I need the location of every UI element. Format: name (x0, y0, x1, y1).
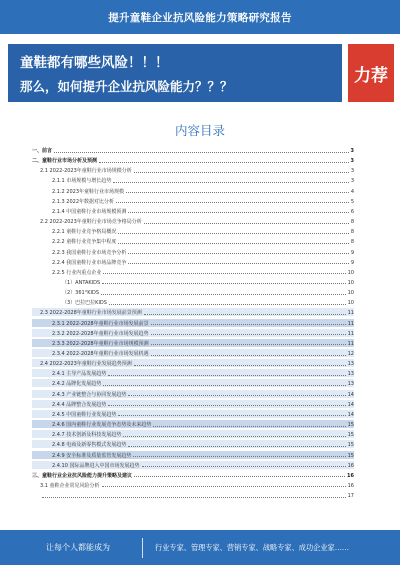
toc-entry[interactable] (32, 329, 354, 337)
toc-entry-title: 三、童鞋行业企业抗风险能力提升策略及建议 (32, 472, 133, 479)
toc-entry-page: 11 (347, 320, 354, 327)
toc-leader-dots (101, 293, 346, 295)
toc-entry-title: 2.2 2022-2023年童鞋行业市场竞争格局分析 (40, 219, 142, 226)
toc-leader-dots (54, 151, 349, 153)
toc-entry[interactable] (32, 237, 354, 245)
toc-leader-dots (113, 181, 348, 183)
toc-entry[interactable] (32, 187, 354, 195)
toc-leader-dots (134, 364, 346, 366)
toc-leader-dots (153, 425, 345, 427)
toc-entry[interactable] (32, 379, 354, 387)
toc-entry-page: 16 (347, 472, 354, 479)
toc-entry-title: 2.2.4 我国童鞋行业市场品牌竞争 (52, 259, 127, 266)
toc-entry[interactable] (32, 217, 354, 225)
toc-leader-dots (151, 343, 346, 345)
toc-entry-page: 13 (347, 361, 354, 368)
toc-entry-page: 9 (350, 249, 354, 256)
toc-entry-title: 2.4 2022-2023年童鞋行业发展趋势预测 (40, 361, 132, 368)
toc-entry-page: 12 (347, 351, 354, 357)
toc-entry-page: 15 (347, 452, 354, 459)
toc-leader-dots (108, 404, 345, 406)
toc-entry-title: 2.4.2 品牌化发展趋势 (52, 381, 102, 388)
toc-leader-dots (118, 242, 348, 244)
banner-subheadline: 那么，如何提升企业抗风险能力？？？ (20, 79, 233, 94)
toc-leader-dots (128, 262, 348, 264)
toc-leader-dots (123, 435, 345, 437)
toc-entry[interactable] (32, 288, 354, 296)
toc-entry[interactable] (32, 461, 354, 469)
toc-leader-dots (128, 445, 345, 447)
toc-entry-page: 3 (350, 168, 354, 175)
toc-entry-page: 3 (350, 178, 354, 185)
toc-entry[interactable] (32, 491, 354, 499)
toc-entry-title: 2.2.2 童鞋行业竞争集中程度 (52, 239, 117, 246)
toc-entry[interactable] (32, 369, 354, 377)
toc-entry-page: 15 (347, 422, 354, 429)
toc-entry-title: 2.4.10 国际品牌进入中国市场发展趋势 (52, 462, 140, 469)
toc-entry[interactable] (32, 400, 354, 408)
toc-entry[interactable] (32, 319, 354, 327)
toc-leader-dots (103, 384, 345, 386)
toc-leader-dots (108, 374, 345, 376)
banner (8, 44, 342, 102)
toc-entry-page: 3 (350, 158, 354, 165)
footer-tagline: 行业专家、管理专家、营销专家、战略专家、成功企业家…… (155, 542, 350, 552)
toc-entry-title: 2.4.5 中国童鞋行业发展趋势 (52, 411, 117, 418)
toc-entry[interactable] (32, 197, 354, 205)
toc-entry-page: 15 (347, 442, 354, 449)
toc-entry-title: （3）巴拉巴拉KIDS (62, 300, 107, 307)
toc-entry-page: 14 (347, 411, 354, 418)
toc-entry[interactable] (32, 481, 354, 489)
toc-entry-page: 10 (347, 290, 354, 297)
toc-entry-page: 8 (350, 219, 354, 226)
toc-leader-dots (103, 272, 345, 274)
report-title: 提升童鞋企业抗风险能力策略研究报告 (108, 11, 292, 24)
toc-entry-title: 2.1 2022-2023年童鞋行业市场规模分析 (40, 168, 132, 175)
toc-leader-dots (126, 191, 349, 193)
toc-leader-dots (42, 496, 346, 498)
toc-heading: 内容目录 (174, 123, 225, 138)
toc-entry-title: 2.1.3 2022年数据对比分析 (52, 198, 115, 205)
recommend-badge (348, 44, 394, 102)
toc-entry[interactable] (32, 248, 354, 256)
toc-entry-title: 2.2.3 我国童鞋行业市场竞争分析 (52, 249, 127, 256)
toc-entry[interactable] (32, 420, 354, 428)
recommend-badge-text: 力荐 (354, 65, 388, 86)
toc-leader-dots (134, 171, 349, 173)
toc-entry-title: 一、前言 (32, 148, 53, 154)
toc-leader-dots (128, 211, 348, 213)
toc-entry[interactable] (32, 349, 354, 357)
toc-entry-page: 13 (347, 381, 354, 388)
toc-entry-page: 16 (347, 462, 354, 469)
toc-entry[interactable] (32, 258, 354, 266)
toc-leader-dots (128, 252, 348, 254)
toc-entry-title: 2.1.4 中国童鞋行业市场规模预测 (52, 208, 127, 215)
toc-entry[interactable] (32, 166, 354, 174)
toc-entry-title: 2.4.4 品牌整合发展趋势 (52, 401, 107, 408)
toc-entry[interactable] (32, 207, 354, 215)
toc-entry-title: （2）361°KIDS (62, 290, 100, 297)
toc-entry-page: 3 (350, 148, 354, 154)
toc-entry[interactable] (32, 390, 354, 398)
toc-entry-title: 二、童鞋行业市场分析及预测 (32, 158, 98, 165)
banner-headline: 童鞋都有哪些风险！！！ (20, 55, 169, 71)
toc-leader-dots (128, 394, 345, 396)
toc-entry-page: 16 (347, 482, 354, 489)
toc-entry[interactable] (32, 227, 354, 235)
toc-entry-title: 2.3 2022-2028年童鞋行业市场发展前景预测 (40, 310, 142, 317)
toc-entry-title: 2.4.8 电商及新零售模式发展趋势 (52, 442, 127, 449)
toc-entry-title: 2.3.4 2022-2028年童鞋行业市场发展机遇 (52, 351, 149, 357)
footer-slogan: 让每个人都能成为 (46, 543, 110, 552)
toc-entry[interactable] (32, 146, 354, 154)
toc-entry-page: 13 (347, 371, 354, 378)
toc-entry-page: 11 (347, 310, 354, 317)
toc-leader-dots (118, 232, 348, 234)
toc-entry-page: 14 (347, 391, 354, 398)
toc-entry[interactable] (32, 176, 354, 184)
footer-bar (0, 530, 400, 565)
toc-entry-page: 8 (350, 229, 354, 236)
toc-entry-title: 2.4.6 国内童鞋行业发展竞争态势及未来趋势 (52, 422, 152, 429)
toc-entry-title: 2.4.1 主导产品发展趋势 (52, 371, 107, 378)
toc-entry-page: 15 (347, 432, 354, 439)
toc-entry-title: 2.4.7 技术创新及科技发展趋势 (52, 432, 122, 439)
toc-entry[interactable] (32, 278, 354, 286)
toc-entry-title: 2.1.2 2023年童鞋行业市场规模 (52, 188, 125, 195)
toc-entry-page: 5 (350, 198, 354, 205)
header-bar (0, 0, 400, 34)
toc-entry-title: 2.4.3 产业链整合与协同发展趋势 (52, 391, 127, 398)
toc-entry-title: （1）ANTAKIDS (62, 279, 101, 286)
toc-entry-title: 2.2.5 行业内重点企业 (52, 269, 102, 276)
toc-entry[interactable] (32, 359, 354, 367)
toc-entry-page: 14 (347, 401, 354, 408)
toc-entry[interactable] (32, 440, 354, 448)
toc-leader-dots (151, 354, 346, 356)
toc-entry-title: 2.3.2 2022-2028年童鞋行业市场发展趋势 (52, 330, 149, 337)
toc-leader-dots (151, 333, 346, 335)
toc-entry-page: 6 (350, 208, 354, 215)
toc-leader-dots (102, 282, 345, 284)
toc-entry[interactable] (32, 308, 354, 316)
toc-entry-title: 2.1.1 市场规模与增长趋势 (52, 178, 112, 185)
toc-leader-dots (102, 485, 346, 487)
toc-entry[interactable] (32, 430, 354, 438)
toc-entry-title: 2.4.9 安全标准及质量监管发展趋势 (52, 452, 132, 459)
toc-entry-title: 3.1 童鞋企业常见风险分析 (40, 482, 100, 489)
toc-entry-page: 9 (350, 259, 354, 266)
toc-leader-dots (133, 455, 345, 457)
toc-entry-page: 11 (347, 330, 354, 337)
toc-entry[interactable] (32, 298, 354, 306)
toc-leader-dots (134, 475, 345, 477)
footer-divider (142, 538, 143, 558)
toc-entry-title: 2.3.1 2022-2028年童鞋行业市场发展前景 (52, 320, 149, 327)
toc-leader-dots (99, 161, 349, 163)
toc-entry[interactable] (32, 451, 354, 459)
toc-entry[interactable] (32, 339, 354, 347)
toc-entry[interactable] (32, 471, 354, 479)
toc-leader-dots (116, 201, 349, 203)
toc-entry-page: 10 (347, 279, 354, 286)
toc-entry[interactable] (32, 156, 354, 164)
toc-entry-title: 2.3.3 2022-2028年童鞋行业市场规模预测 (52, 340, 149, 347)
toc-entry-page: 17 (347, 493, 354, 500)
toc-entry-page: 10 (347, 300, 354, 307)
toc-entry[interactable] (32, 410, 354, 418)
toc-entry[interactable] (32, 268, 354, 276)
toc-leader-dots (118, 414, 345, 416)
toc-entry-page: 4 (350, 188, 354, 195)
toc-entry-title: 2.2.1 童鞋行业竞争格局概况 (52, 229, 117, 236)
toc-entry-page: 8 (350, 239, 354, 246)
toc-leader-dots (144, 222, 349, 224)
toc-entry-page: 10 (347, 269, 354, 276)
toc-leader-dots (144, 313, 346, 315)
toc-leader-dots (151, 323, 346, 325)
toc-leader-dots (142, 465, 346, 467)
toc-leader-dots (109, 303, 346, 305)
toc-entry-page: 11 (347, 340, 354, 347)
